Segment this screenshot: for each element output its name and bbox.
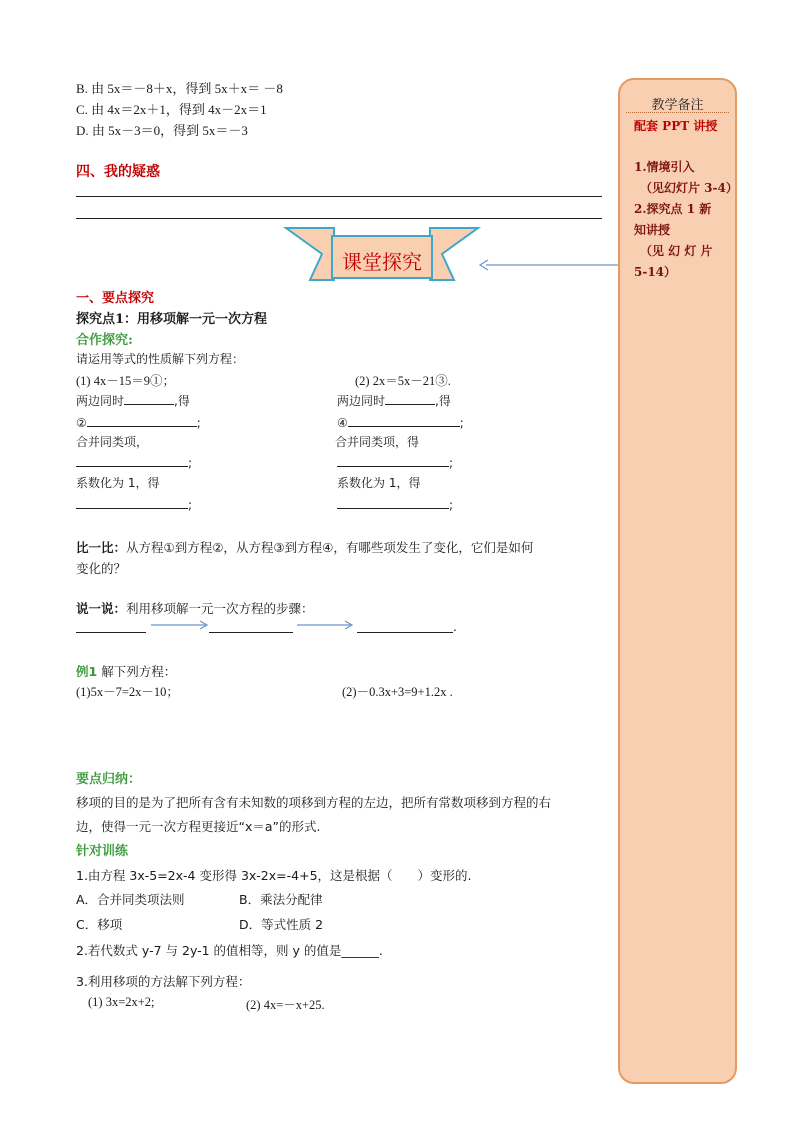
- right-step4-answer: [337, 496, 453, 512]
- left-step1-blank[interactable]: [124, 392, 174, 405]
- compare-label: 比一比：: [76, 540, 127, 555]
- right-step2-prefix: ④: [337, 416, 348, 430]
- right-step1-blank[interactable]: [385, 392, 435, 405]
- section4-title: 四、我的疑惑: [76, 164, 160, 180]
- sidebar-line-2: （见幻灯片 3-4）: [640, 181, 738, 195]
- coop-intro: 请运用等式的性质解下列方程：: [76, 352, 245, 366]
- sidebar-line-6: 5-14）: [634, 265, 677, 279]
- q3-eq-2: (2) 4x=－x+25.: [246, 998, 325, 1012]
- practice-title: 针对训练: [76, 844, 129, 859]
- left-step1-end: ,得: [174, 394, 190, 408]
- step-arrow-2: [296, 619, 356, 631]
- answer-line-1: [76, 196, 602, 197]
- left-step4: 系数化为 1，得: [76, 476, 160, 490]
- say-text: 利用移项解一元一次方程的步骤：: [126, 601, 314, 616]
- left-step1: [76, 392, 190, 409]
- example-eq-1: (1)5x－7=2x－10；: [76, 685, 179, 699]
- banner-text: 课堂探究: [342, 250, 422, 274]
- sidebar-line-1: 1.情境引入: [634, 160, 695, 174]
- example-1: [76, 662, 176, 680]
- step-blank-1[interactable]: [76, 632, 146, 633]
- right-step3-answer: [337, 454, 453, 470]
- compare-line-2: 变化的？: [76, 561, 127, 576]
- q1-option-d: D．等式性质 2: [239, 917, 324, 932]
- example-eq-2: (2)－0.3x+3=9+1.2x .: [342, 685, 453, 699]
- sidebar-divider: [626, 112, 729, 113]
- q1-option-a: A．合并同类项法则: [76, 892, 185, 907]
- arrow-to-sidebar: [478, 258, 620, 272]
- point1-title: 探究点1：用移项解一元一次方程: [76, 312, 268, 327]
- equation-1: (1) 4x－15＝9①；: [76, 374, 175, 388]
- left-step2-blank[interactable]: [87, 414, 197, 427]
- summary-line-1: 移项的目的是为了把所有含有未知数的项移到方程的左边，把所有常数项移到方程的右: [76, 795, 552, 810]
- teaching-notes-panel: [618, 78, 737, 1084]
- example-label: 例1: [76, 664, 98, 679]
- left-step2-prefix: ②: [76, 416, 87, 430]
- say-line: [76, 599, 314, 617]
- sidebar-line-5: （见 幻 灯 片: [640, 244, 713, 258]
- sidebar-line-3: 2.探究点 1 新: [634, 202, 712, 216]
- sidebar-line-4: 知讲授: [634, 223, 671, 237]
- left-step2: [76, 414, 201, 430]
- section1-title: 一、要点探究: [76, 291, 155, 306]
- left-step4-answer: [76, 496, 192, 512]
- right-step4-blank[interactable]: [337, 496, 449, 509]
- left-step2-semi: ;: [196, 416, 201, 430]
- sidebar-subtitle: 配套 PPT 讲授: [634, 119, 718, 133]
- left-step3: 合并同类项，: [76, 435, 149, 449]
- sidebar-title: 教学备注: [651, 98, 704, 113]
- coop-title: 合作探究:: [76, 333, 133, 348]
- right-step2-blank[interactable]: [348, 414, 460, 427]
- step-blank-2[interactable]: [209, 632, 293, 633]
- answer-line-2: [76, 218, 602, 219]
- right-step4: 系数化为 1，得: [337, 476, 421, 490]
- option-d: D. 由 5x－3＝0，得到 5x＝－3: [76, 123, 248, 138]
- step-arrow-1: [150, 619, 210, 631]
- q1-option-c: C．移项: [76, 917, 123, 932]
- question-2: 2.若代数式 y-7 与 2y-1 的值相等，则 y 的值是______.: [76, 943, 383, 958]
- right-step1-end: ,得: [435, 394, 451, 408]
- right-step1: [337, 392, 451, 409]
- left-step3-blank[interactable]: [76, 454, 188, 467]
- step-blank-3[interactable]: [357, 632, 453, 633]
- right-step3-blank[interactable]: [337, 454, 449, 467]
- right-step3-semi: ;: [449, 456, 454, 470]
- right-step4-semi: ;: [449, 498, 454, 512]
- q3-eq-1: (1) 3x=2x+2;: [88, 995, 155, 1009]
- compare-text-1: 从方程①到方程②，从方程③到方程④，有哪些项发生了变化，它们是如何: [126, 540, 534, 555]
- question-3: 3.利用移项的方法解下列方程：: [76, 974, 251, 989]
- left-step1-label: 两边同时: [76, 394, 125, 408]
- question-1: 1.由方程 3x-5=2x-4 变形得 3x-2x=-4+5，这是根据（ ）变形的.: [76, 868, 472, 883]
- left-step3-answer: [76, 454, 192, 470]
- equation-2: (2) 2x＝5x－21③.: [355, 374, 451, 388]
- right-step2-semi: ;: [459, 416, 464, 430]
- say-label: 说一说：: [76, 601, 127, 616]
- summary-line-2: 边，使得一元一次方程更接近“x＝a”的形式.: [76, 819, 321, 834]
- compare-line-1: [76, 538, 533, 556]
- option-c: C. 由 4x＝2x＋1，得到 4x－2x＝1: [76, 102, 267, 117]
- right-step2: [337, 414, 464, 430]
- q1-option-b: B．乘法分配律: [239, 892, 323, 907]
- right-step3: 合并同类项，得: [335, 435, 420, 449]
- step-period: .: [453, 620, 457, 634]
- example-text: 解下列方程：: [101, 664, 177, 679]
- right-step1-label: 两边同时: [337, 394, 386, 408]
- left-step3-semi: ;: [188, 456, 193, 470]
- left-step4-blank[interactable]: [76, 496, 188, 509]
- option-b: B. 由 5x＝－8＋x，得到 5x＋x＝ －8: [76, 81, 283, 96]
- summary-title: 要点归纳：: [76, 772, 142, 787]
- left-step4-semi: ;: [188, 498, 193, 512]
